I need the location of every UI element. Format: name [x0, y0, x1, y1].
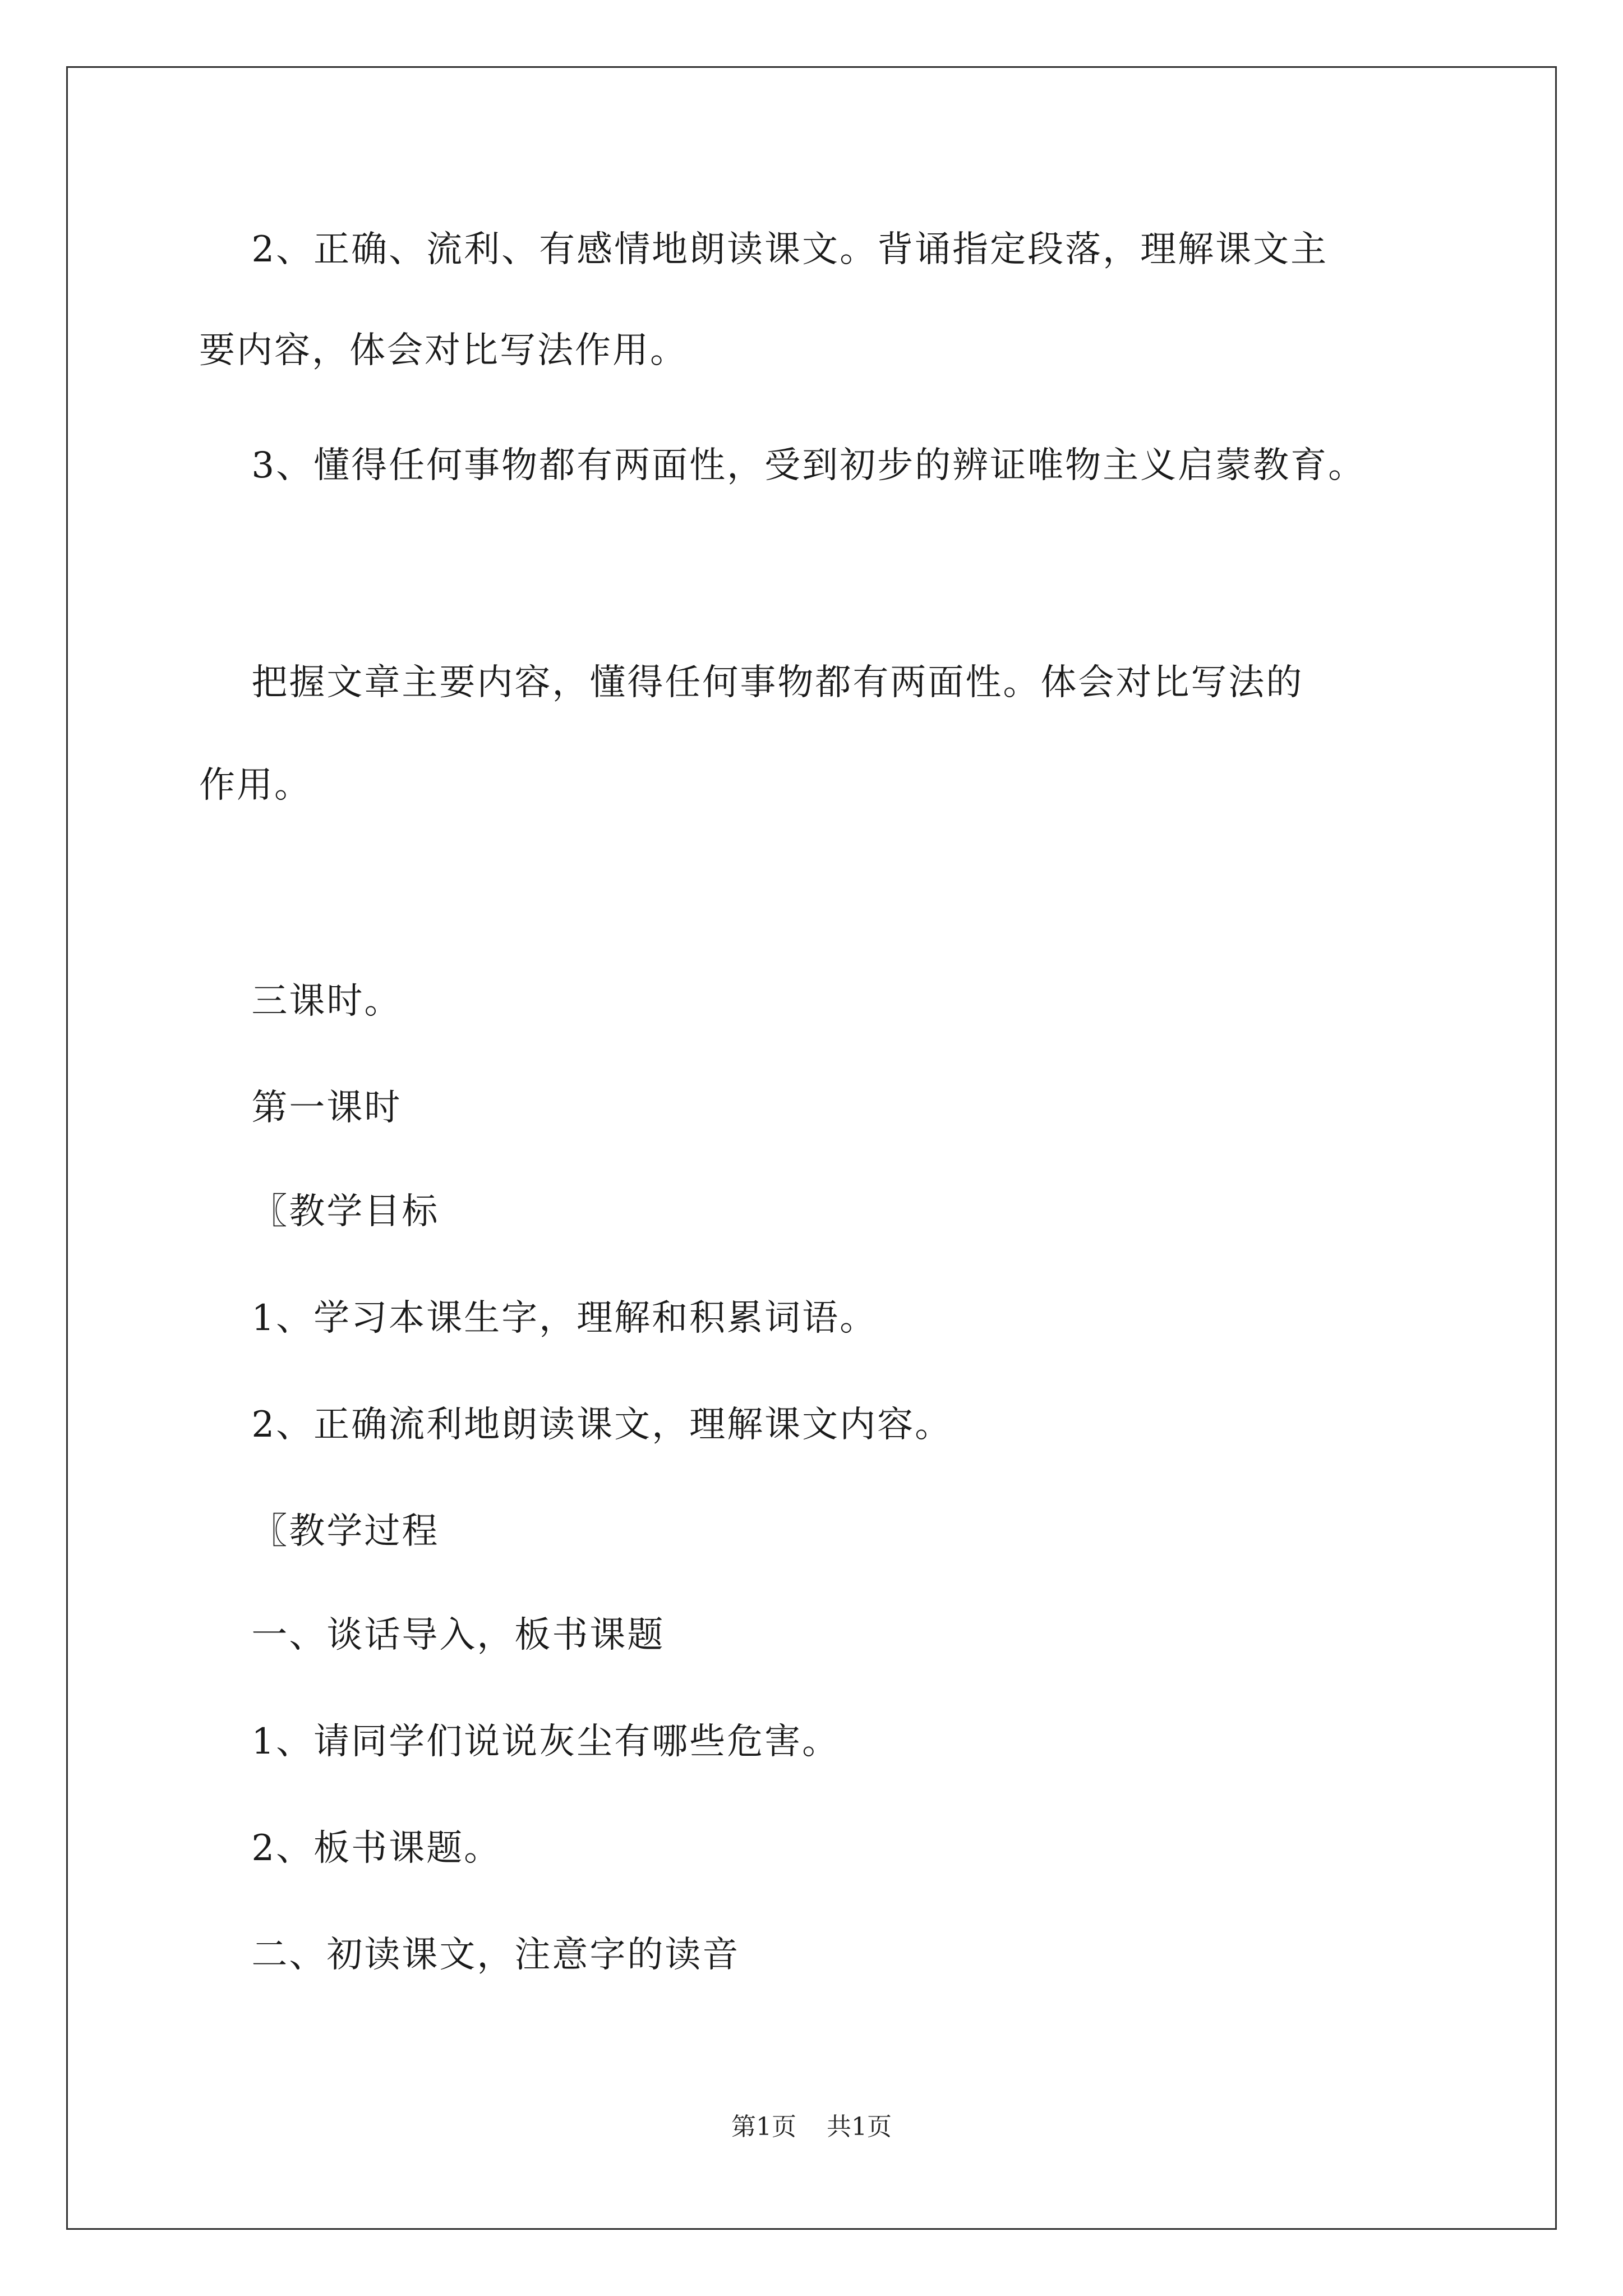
paragraph-goal-3: 3、懂得任何事物都有两面性，受到初步的辨证唯物主义启蒙教育。	[199, 445, 1366, 486]
list-item-goal-1: 1、学习本课生字，理解和积累词语。	[199, 1297, 878, 1339]
paragraph-keypoint-line2: 作用。	[199, 765, 312, 806]
section-step-2: 二、初读课文，注意字的读音	[199, 1934, 740, 1976]
list-item-step-1-1: 1、请同学们说说灰尘有哪些危害。	[199, 1721, 840, 1763]
list-item-step-1-2: 2、板书课题。	[199, 1828, 502, 1869]
heading-teaching-process: 〖教学过程	[199, 1511, 440, 1552]
paragraph-goal-2-line1: 2、正确、流利、有感情地朗读课文。背诵指定段落，理解课文主	[199, 229, 1329, 270]
list-item-goal-2: 2、正确流利地朗读课文，理解课文内容。	[199, 1404, 953, 1446]
paragraph-periods: 三课时。	[199, 981, 402, 1022]
paragraph-keypoint-line1: 把握文章主要内容，懂得任何事物都有两面性。体会对比写法的	[199, 662, 1304, 703]
paragraph-goal-2-line2: 要内容，体会对比写法作用。	[199, 330, 688, 371]
section-step-1: 一、谈话导入，板书课题	[199, 1614, 665, 1656]
page-border	[66, 66, 1557, 2230]
paragraph-period-1: 第一课时	[199, 1087, 402, 1129]
page-number-footer: 第1页 共1页	[731, 2113, 892, 2141]
heading-teaching-goals: 〖教学目标	[199, 1191, 440, 1232]
